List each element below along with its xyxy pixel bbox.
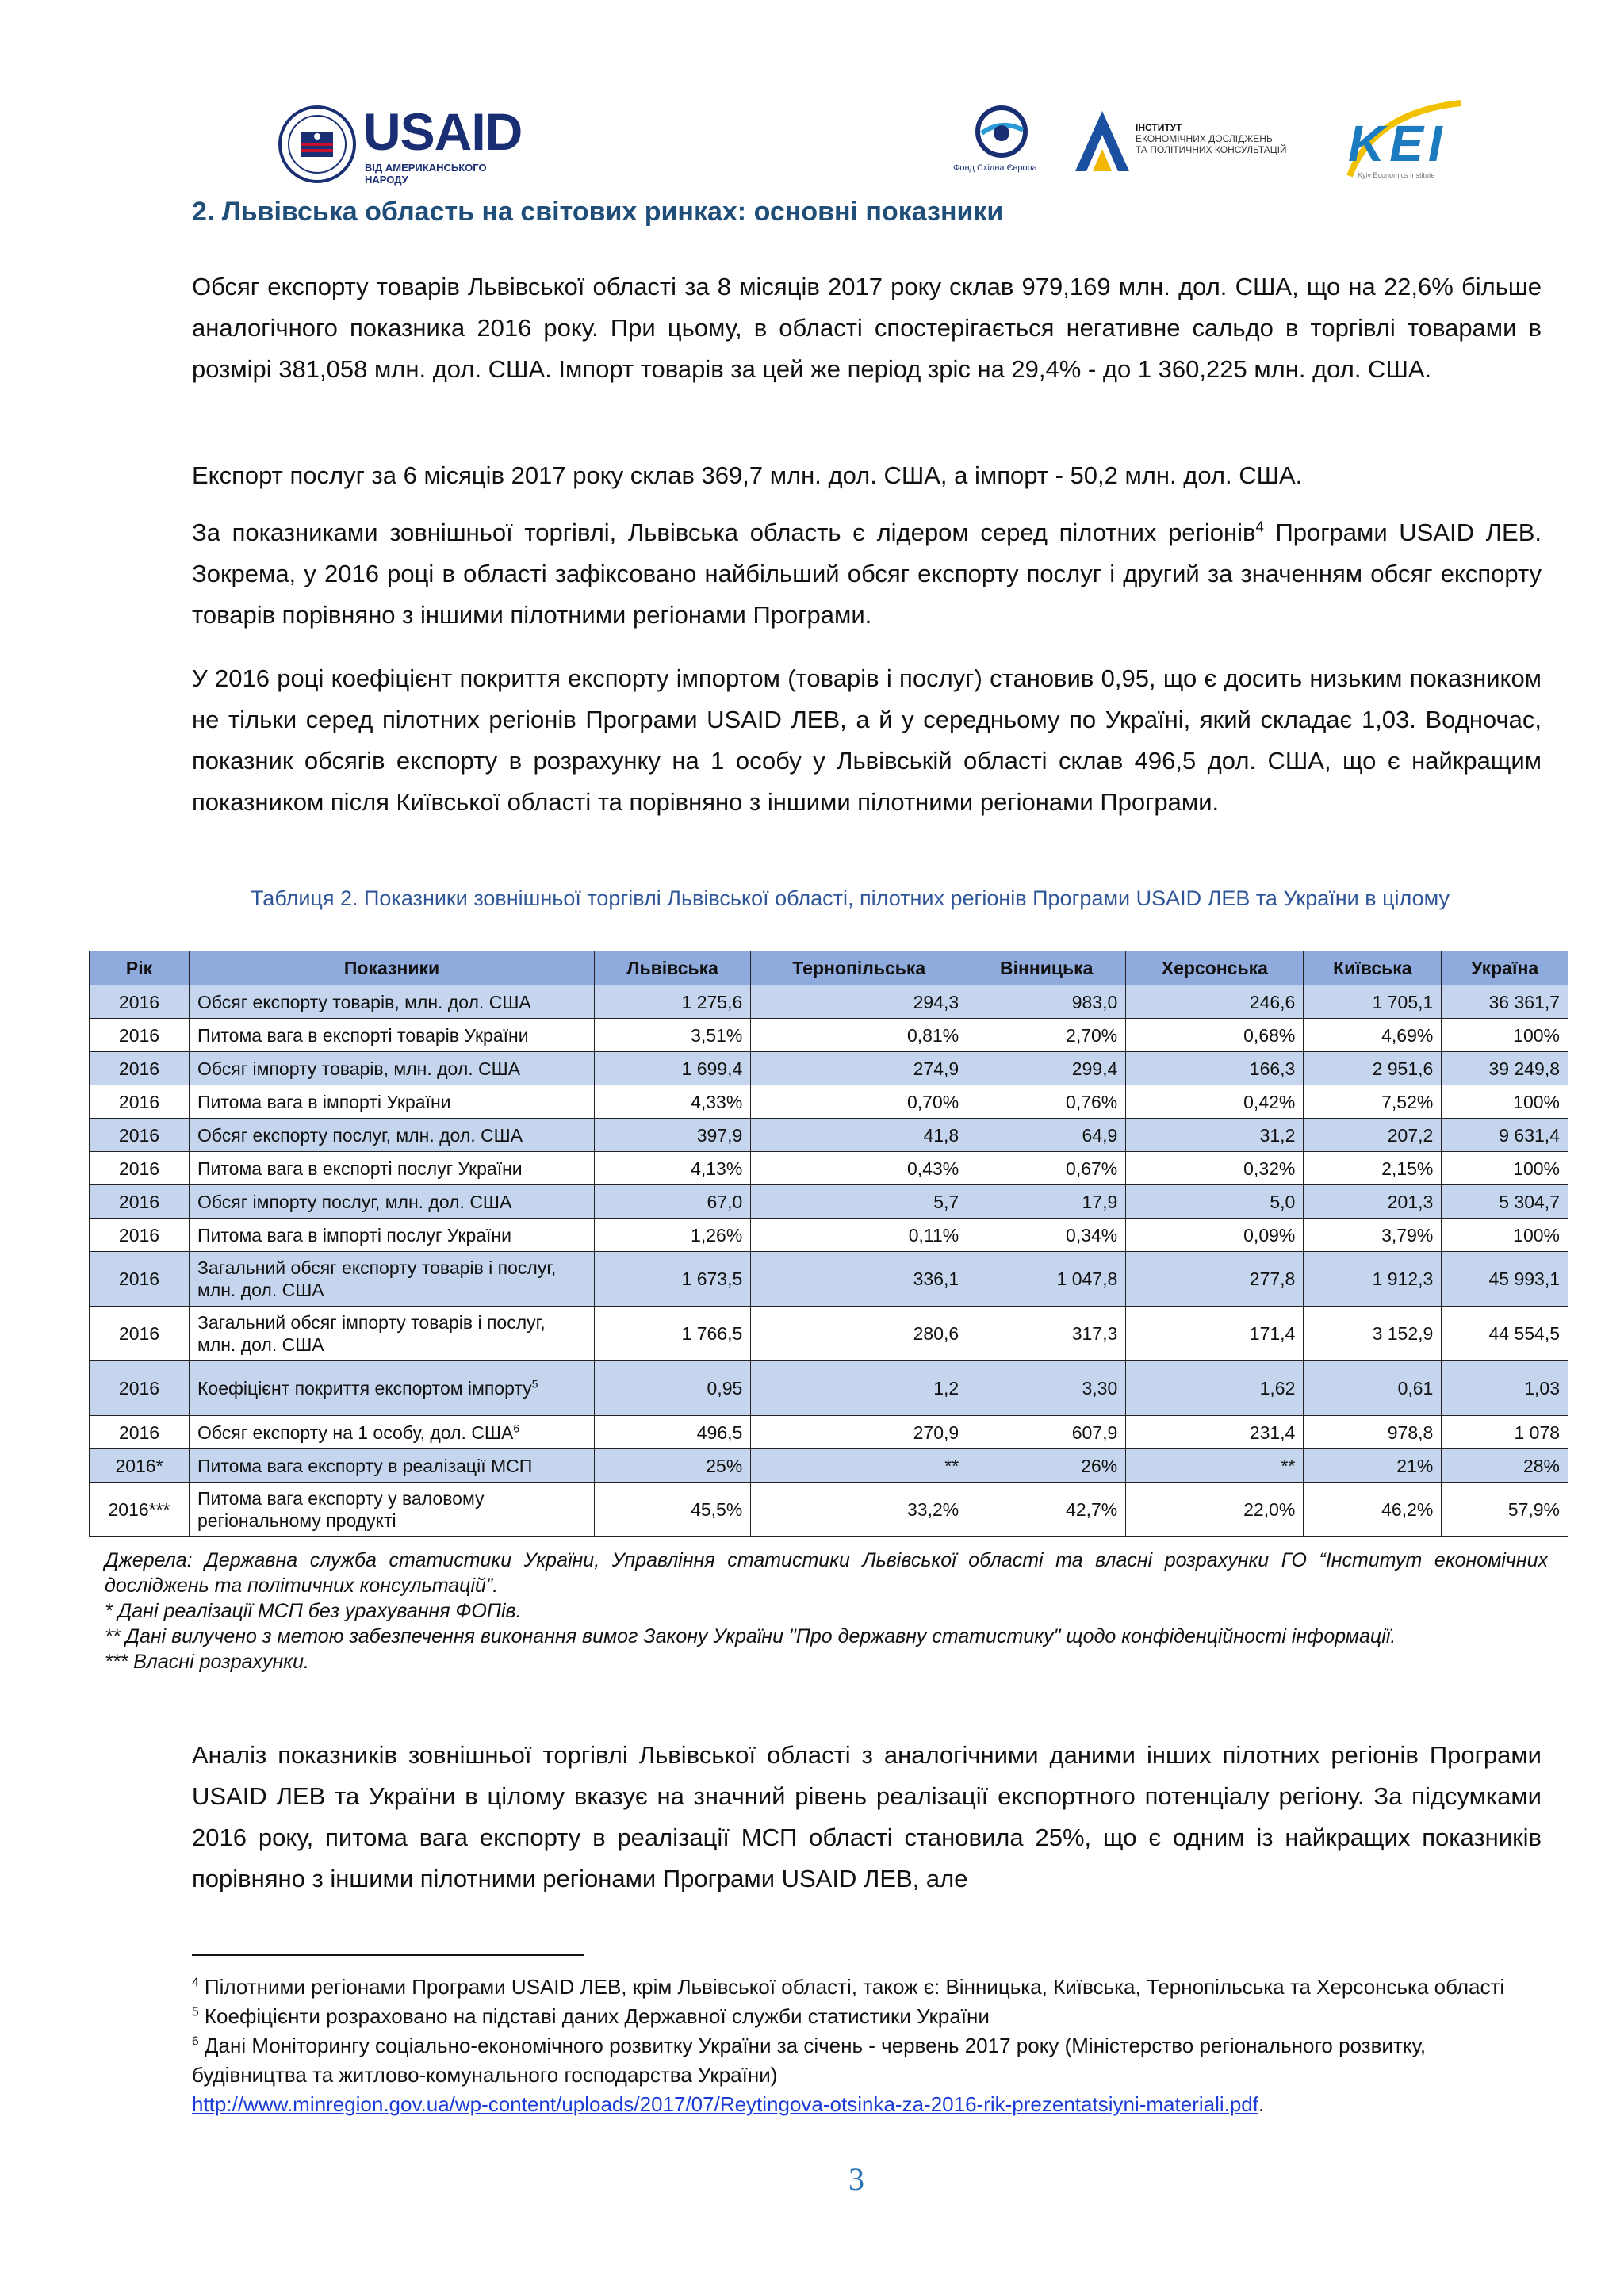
cell-year: 2016 <box>90 1416 190 1449</box>
section-title: 2. Львівська область на світових ринках: основні показники <box>192 197 1004 227</box>
footnote-6-text: Дані Моніторингу соціально-економічного розвитку України за січень - червень 2017 року (Міністерство регіонального розвитку, будівництва та житлово-комунального господарства України) <box>192 2034 1427 2087</box>
table-row <box>90 1152 1568 1185</box>
header-lviv: Львівська <box>595 951 751 985</box>
cell-value: 0,95 <box>595 1361 751 1416</box>
table-sources <box>105 1548 1548 1674</box>
cell-value: 21% <box>1304 1449 1442 1483</box>
cell-value: 1 673,5 <box>595 1252 751 1307</box>
cell-value: 42,7% <box>967 1483 1126 1537</box>
header-indicator: Показники <box>190 951 595 985</box>
cell-year: 2016 <box>90 1119 190 1152</box>
cell-indicator-text: Питома вага в експорті послуг України <box>197 1158 523 1179</box>
cell-value: 496,5 <box>595 1416 751 1449</box>
cell-value: 0,81% <box>751 1019 967 1052</box>
fund-caption: Фонд Східна Європа <box>953 163 1037 173</box>
table-header-row <box>90 951 1568 985</box>
cell-indicator <box>190 1361 595 1416</box>
cell-value: 3,79% <box>1304 1219 1442 1252</box>
header-vinnytsia: Вінницька <box>967 951 1126 985</box>
cell-value: 31,2 <box>1126 1119 1304 1152</box>
cell-value: 64,9 <box>967 1119 1126 1152</box>
cell-value: 246,6 <box>1126 985 1304 1019</box>
cell-value: 317,3 <box>967 1307 1126 1361</box>
footnotes <box>192 1973 1540 2119</box>
table-caption: Таблиця 2. Показники зовнішньої торгівлі Львівської області, пілотних регіонів Програми USAID ЛЕВ та України в цілому <box>251 886 1450 910</box>
cell-value: 983,0 <box>967 985 1126 1019</box>
note-single-asterisk: * Дані реалізації МСП без урахування ФОПів. <box>105 1600 522 1622</box>
cell-value: 4,13% <box>595 1152 751 1185</box>
cell-value: 1 766,5 <box>595 1307 751 1361</box>
ier-line-1: ІНСТИТУТ <box>1136 122 1182 133</box>
cell-year: 2016*** <box>90 1483 190 1537</box>
cell-value: 4,33% <box>595 1085 751 1119</box>
paragraph-leader-text-a: За показниками зовнішньої торгівлі, Львівська область є лідером серед пілотних регіонів <box>192 519 1256 546</box>
page-number: 3 <box>848 2161 864 2197</box>
kei-subtitle: Kyiv Economics Institute <box>1358 171 1435 179</box>
cell-value: 100% <box>1442 1085 1568 1119</box>
header-ukraine: Україна <box>1442 951 1568 985</box>
cell-value: 3 152,9 <box>1304 1307 1442 1361</box>
note-triple-asterisk: *** Власні розрахунки. <box>105 1651 309 1673</box>
cell-value: ** <box>751 1449 967 1483</box>
cell-indicator <box>190 1307 595 1361</box>
cell-value: 166,3 <box>1126 1052 1304 1085</box>
cell-value: 1,2 <box>751 1361 967 1416</box>
cell-value: 3,51% <box>595 1019 751 1052</box>
cell-value: 26% <box>967 1449 1126 1483</box>
cell-value: 0,32% <box>1126 1152 1304 1185</box>
cell-value: 0,34% <box>967 1219 1126 1252</box>
header-kherson: Херсонська <box>1126 951 1304 985</box>
cell-indicator <box>190 1219 595 1252</box>
cell-indicator-text: Загальний обсяг імпорту товарів і послуг, млн. дол. США <box>197 1312 546 1355</box>
cell-value: 2,15% <box>1304 1152 1442 1185</box>
ier-wordmark <box>1136 122 1287 155</box>
cell-year: 2016 <box>90 1052 190 1085</box>
cell-indicator-text: Обсяг експорту товарів, млн. дол. США <box>197 991 531 1012</box>
cell-value: 0,61 <box>1304 1361 1442 1416</box>
table-row <box>90 1307 1568 1361</box>
table-row <box>90 1019 1568 1052</box>
cell-indicator-text: Загальний обсяг експорту товарів і послуг, млн. дол. США <box>197 1257 557 1300</box>
note-double-asterisk: ** Дані вилучено з метою забезпечення виконання вимог Закону України "Про державну статистику" щодо конфіденційності інформації. <box>105 1625 1396 1647</box>
source-note: Джерела: Державна служба статистики України, Управління статистики Львівської області та власні розрахунки ГО “Інститут економічних досліджень та політичних консультацій”. <box>105 1549 1548 1597</box>
cell-value: 1,03 <box>1442 1361 1568 1416</box>
cell-indicator-text: Обсяг імпорту послуг, млн. дол. США <box>197 1191 512 1212</box>
paragraph-leader <box>192 512 1542 636</box>
cell-value: 1 705,1 <box>1304 985 1442 1019</box>
usaid-subtitle: ВІД АМЕРИКАНСЬКОГО НАРОДУ <box>365 162 487 186</box>
cell-value: 100% <box>1442 1219 1568 1252</box>
cell-value: 25% <box>595 1449 751 1483</box>
cell-value: 5 304,7 <box>1442 1185 1568 1219</box>
header-year: Рік <box>90 951 190 985</box>
cell-footnote-ref[interactable]: 5 <box>531 1378 538 1391</box>
cell-year: 2016 <box>90 1307 190 1361</box>
cell-value: 41,8 <box>751 1119 967 1152</box>
cell-value: 1 047,8 <box>967 1252 1126 1307</box>
cell-value: 978,8 <box>1304 1416 1442 1449</box>
usaid-wordmark: USAID <box>363 102 523 161</box>
cell-year: 2016 <box>90 1019 190 1052</box>
cell-value: 100% <box>1442 1019 1568 1052</box>
cell-year: 2016 <box>90 1085 190 1119</box>
cell-value: 1 699,4 <box>595 1052 751 1085</box>
paragraph-analysis: Аналіз показників зовнішньої торгівлі Львівської області з аналогічними даними інших пілотних регіонів Програми USAID ЛЕВ та України в цілому вказує на значний рівень реалізації експортного потенціалу регіону. За підсумками 2016 року, питома вага експорту в реалізації МСП області становила 25%, що є одним із найкращих показників порівняно з іншими пілотними регіонами Програми USAID ЛЕВ, але <box>192 1741 1542 1892</box>
cell-value: 45 993,1 <box>1442 1252 1568 1307</box>
cell-value: 33,2% <box>751 1483 967 1537</box>
cell-value: 294,3 <box>751 985 967 1019</box>
table-row <box>90 1361 1568 1416</box>
header-ternopil: Тернопільська <box>751 951 967 985</box>
footnote-6-end: . <box>1258 2092 1265 2116</box>
header-kyiv: Київська <box>1304 951 1442 985</box>
footnote-ref-4[interactable]: 4 <box>1255 518 1264 535</box>
cell-indicator <box>190 1119 595 1152</box>
cell-year: 2016 <box>90 1185 190 1219</box>
cell-indicator <box>190 985 595 1019</box>
cell-value: 201,3 <box>1304 1185 1442 1219</box>
paragraph-export-goods: Обсяг експорту товарів Львівської області за 8 місяців 2017 року склав 979,169 млн. дол. США, що на 22,6% більше аналогічного показника 2016 року. При цьому, в області спостерігається негативне сальдо в торгівлі товарами в розмірі 381,058 млн. дол. США. Імпорт товарів за цей же період зріс на 29,4% - до 1 360,225 млн. дол. США. <box>192 273 1542 383</box>
cell-value: 17,9 <box>967 1185 1126 1219</box>
cell-indicator-text: Питома вага експорту в реалізації МСП <box>197 1455 533 1476</box>
cell-indicator-text: Обсяг експорту на 1 особу, дол. США <box>197 1422 514 1443</box>
cell-value: 28% <box>1442 1449 1568 1483</box>
cell-value: 2 951,6 <box>1304 1052 1442 1085</box>
cell-indicator <box>190 1052 595 1085</box>
east-europe-foundation-logo-icon <box>966 101 1037 189</box>
cell-value: 231,4 <box>1126 1416 1304 1449</box>
cell-value: 274,9 <box>751 1052 967 1085</box>
cell-value: 207,2 <box>1304 1119 1442 1152</box>
footnote-5-text: Коефіцієнти розраховано на підставі даних Державної служби статистики України <box>198 2004 990 2028</box>
table-row <box>90 1052 1568 1085</box>
cell-value: 36 361,7 <box>1442 985 1568 1019</box>
cell-value: 171,4 <box>1126 1307 1304 1361</box>
cell-value: 44 554,5 <box>1442 1307 1568 1361</box>
cell-value: 45,5% <box>595 1483 751 1537</box>
footnote-6-number: 6 <box>192 2034 199 2049</box>
cell-indicator <box>190 1152 595 1185</box>
footnote-5 <box>192 2002 1540 2031</box>
cell-value: 299,4 <box>967 1052 1126 1085</box>
table-row <box>90 1219 1568 1252</box>
cell-value: 46,2% <box>1304 1483 1442 1537</box>
kei-wordmark: KEI <box>1348 115 1447 172</box>
cell-value: 7,52% <box>1304 1085 1442 1119</box>
footnote-4-number: 4 <box>192 1976 199 1990</box>
trade-indicators-table <box>89 951 1568 1537</box>
table-row <box>90 1085 1568 1119</box>
cell-value: 1,26% <box>595 1219 751 1252</box>
cell-value: 57,9% <box>1442 1483 1568 1537</box>
cell-indicator <box>190 1185 595 1219</box>
cell-value: 5,0 <box>1126 1185 1304 1219</box>
cell-indicator <box>190 1019 595 1052</box>
cell-value: 100% <box>1442 1152 1568 1185</box>
footnote-5-number: 5 <box>192 2005 199 2019</box>
cell-value: 2,70% <box>967 1019 1126 1052</box>
cell-value: 280,6 <box>751 1307 967 1361</box>
cell-value: 1,62 <box>1126 1361 1304 1416</box>
cell-value: 0,11% <box>751 1219 967 1252</box>
cell-indicator <box>190 1416 595 1449</box>
cell-indicator-text: Питома вага експорту у валовому регіональному продукті <box>197 1488 485 1531</box>
footnote-4 <box>192 1973 1540 2002</box>
cell-indicator <box>190 1449 595 1483</box>
footnote-6-link[interactable]: http://www.minregion.gov.ua/wp-content/uploads/2017/07/Reytingova-otsinka-za-2016-rik-prezentatsiyni-materiali.pdf <box>192 2092 1258 2116</box>
cell-value: 0,70% <box>751 1085 967 1119</box>
table-body <box>90 985 1568 1537</box>
cell-year: 2016 <box>90 1252 190 1307</box>
cell-indicator-text: Питома вага в імпорті України <box>197 1091 451 1112</box>
cell-year: 2016 <box>90 1152 190 1185</box>
paragraph-services: Експорт послуг за 6 місяців 2017 року склав 369,7 млн. дол. США, а імпорт - 50,2 млн. дол. США. <box>192 461 1303 489</box>
cell-value: 397,9 <box>595 1119 751 1152</box>
cell-value: 67,0 <box>595 1185 751 1219</box>
cell-indicator-text: Обсяг експорту послуг, млн. дол. США <box>197 1124 523 1146</box>
cell-year: 2016 <box>90 985 190 1019</box>
footnote-4-text: Пілотними регіонами Програми USAID ЛЕВ, крім Львівської області, також є: Вінницька, Київська, Тернопільська та Херсонська області <box>198 1975 1505 1999</box>
table-row <box>90 1449 1568 1483</box>
cell-value: 3,30 <box>967 1361 1126 1416</box>
cell-indicator-text: Обсяг імпорту товарів, млн. дол. США <box>197 1058 521 1079</box>
cell-value: 270,9 <box>751 1416 967 1449</box>
paragraph-leader-text-b: Програми USAID ЛЕВ. Зокрема, у 2016 році в області зафіксовано найбільший обсяг експорту послуг і другий за значенням обсяг експорту товарів порівняно з іншими пілотними регіонами Програми. <box>192 519 1542 629</box>
cell-value: 277,8 <box>1126 1252 1304 1307</box>
cell-value: 22,0% <box>1126 1483 1304 1537</box>
cell-value: 1 275,6 <box>595 985 751 1019</box>
cell-value: 39 249,8 <box>1442 1052 1568 1085</box>
ier-line-2: ЕКОНОМІЧНИХ ДОСЛІДЖЕНЬ <box>1136 133 1273 144</box>
cell-value: 0,68% <box>1126 1019 1304 1052</box>
cell-value: 0,42% <box>1126 1085 1304 1119</box>
cell-value: ** <box>1126 1449 1304 1483</box>
cell-indicator-text: Питома вага в імпорті послуг України <box>197 1224 511 1246</box>
cell-value: 0,67% <box>967 1152 1126 1185</box>
cell-value: 9 631,4 <box>1442 1119 1568 1152</box>
cell-value: 0,09% <box>1126 1219 1304 1252</box>
paragraph-coverage: У 2016 році коефіцієнт покриття експорту імпортом (товарів і послуг) становив 0,95, що є досить низьким показником не тільки серед пілотних регіонів Програми USAID ЛЕВ, а й у середньому по Україні, який складає 1,03. Водночас, показник обсягів експорту в розрахунку на 1 особу у Львівській області склав 496,5 дол. США, що є найкращим показником після Київської області та порівняно з іншими пілотними регіонами Програми. <box>192 664 1542 816</box>
logo-header <box>0 87 1624 198</box>
cell-value: 0,76% <box>967 1085 1126 1119</box>
table-row <box>90 1252 1568 1307</box>
cell-footnote-ref[interactable]: 6 <box>513 1422 520 1434</box>
table-row <box>90 1185 1568 1219</box>
cell-value: 0,43% <box>751 1152 967 1185</box>
cell-value: 1 912,3 <box>1304 1252 1442 1307</box>
cell-year: 2016 <box>90 1361 190 1416</box>
ier-line-3: ТА ПОЛІТИЧНИХ КОНСУЛЬТАЦІЙ <box>1136 144 1287 155</box>
cell-value: 336,1 <box>751 1252 967 1307</box>
cell-indicator-text: Коефіцієнт покриття експортом імпорту <box>197 1378 532 1399</box>
table-row <box>90 1483 1568 1537</box>
cell-indicator <box>190 1085 595 1119</box>
cell-value: 4,69% <box>1304 1019 1442 1052</box>
cell-value: 5,7 <box>751 1185 967 1219</box>
cell-value: 607,9 <box>967 1416 1126 1449</box>
cell-year: 2016 <box>90 1219 190 1252</box>
cell-indicator <box>190 1252 595 1307</box>
cell-year: 2016* <box>90 1449 190 1483</box>
usaid-logo <box>278 102 531 192</box>
cell-indicator-text: Питома вага в експорті товарів України <box>197 1024 529 1046</box>
table-row <box>90 1119 1568 1152</box>
us-seal-icon <box>278 105 357 184</box>
footnote-6 <box>192 2031 1540 2119</box>
cell-value: 1 078 <box>1442 1416 1568 1449</box>
table-row <box>90 985 1568 1019</box>
table-row <box>90 1416 1568 1449</box>
cell-indicator <box>190 1483 595 1537</box>
footnote-divider <box>192 1954 584 1956</box>
